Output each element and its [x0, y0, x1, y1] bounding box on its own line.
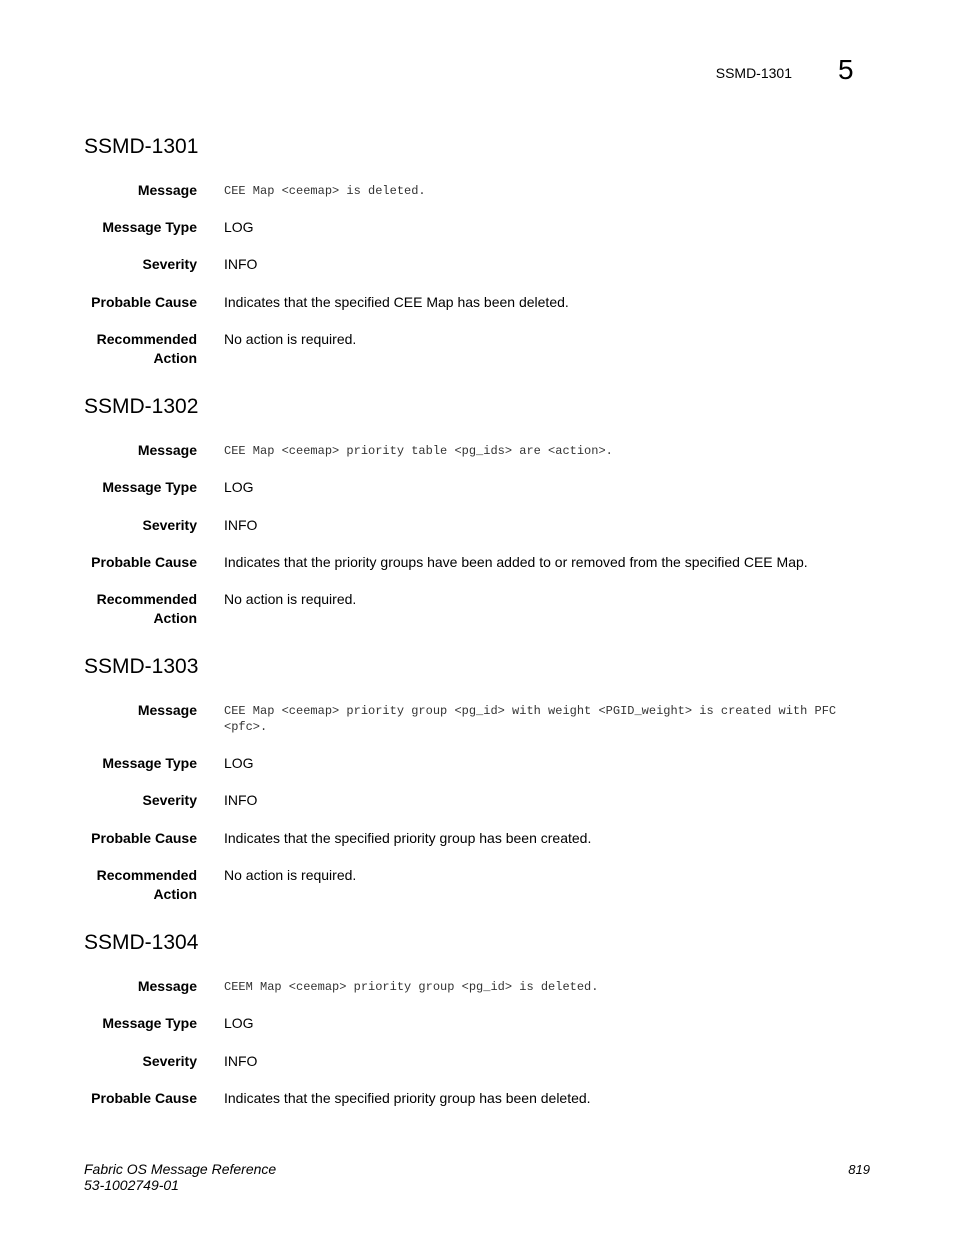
- probable-cause-value: Indicates that the specified priority group has been created.: [224, 830, 592, 846]
- recommended-action-value: No action is required.: [224, 331, 357, 347]
- message-type-value: LOG: [224, 219, 254, 235]
- recommended-action-label: Recommended Action: [96, 867, 197, 902]
- message-type-value: LOG: [224, 1015, 254, 1031]
- probable-cause-label: Probable Cause: [91, 294, 197, 310]
- message-type-value: LOG: [224, 479, 254, 495]
- message-label: Message: [137, 978, 197, 994]
- entry-title: SSMD-1302: [84, 395, 199, 418]
- recommended-action-value: No action is required.: [224, 591, 357, 607]
- message-type-label: Message Type: [102, 479, 197, 495]
- message-type-label: Message Type: [102, 1015, 197, 1031]
- entry-title: SSMD-1303: [84, 655, 199, 678]
- running-header-ref: SSMD-1301: [715, 65, 792, 81]
- recommended-action-value: No action is required.: [224, 867, 357, 883]
- entry-title: SSMD-1301: [84, 135, 199, 158]
- footer-doc-title: Fabric OS Message Reference: [84, 1161, 277, 1177]
- message-text: CEE Map <ceemap> priority group <pg_id> with weight <PGID_weight> is created with PFC <pfc>.: [224, 704, 837, 734]
- message-label: Message: [137, 182, 197, 198]
- message-text: CEE Map <ceemap> priority table <pg_ids> are <action>.: [224, 444, 613, 458]
- message-type-label: Message Type: [102, 219, 197, 235]
- message-label: Message: [137, 702, 197, 718]
- severity-label: Severity: [142, 256, 197, 272]
- probable-cause-value: Indicates that the specified priority group has been deleted.: [224, 1090, 591, 1106]
- page-number: 819: [848, 1162, 870, 1177]
- probable-cause-label: Probable Cause: [91, 1090, 197, 1106]
- probable-cause-label: Probable Cause: [91, 830, 197, 846]
- footer-doc-number: 53-1002749-01: [84, 1177, 179, 1193]
- message-label: Message: [137, 442, 197, 458]
- entry-title: SSMD-1304: [84, 931, 199, 954]
- severity-value: INFO: [224, 1053, 258, 1069]
- message-text: CEE Map <ceemap> is deleted.: [224, 184, 426, 198]
- severity-label: Severity: [142, 517, 197, 533]
- message-type-value: LOG: [224, 755, 254, 771]
- recommended-action-label: Recommended Action: [96, 331, 197, 366]
- probable-cause-label: Probable Cause: [91, 554, 197, 570]
- probable-cause-value: Indicates that the priority groups have been added to or removed from the specified CEE Map.: [224, 554, 808, 570]
- severity-value: INFO: [224, 792, 258, 808]
- severity-label: Severity: [142, 1053, 197, 1069]
- recommended-action-label: Recommended Action: [96, 591, 197, 626]
- severity-value: INFO: [224, 517, 258, 533]
- severity-value: INFO: [224, 256, 258, 272]
- message-type-label: Message Type: [102, 755, 197, 771]
- severity-label: Severity: [142, 792, 197, 808]
- message-text: CEEM Map <ceemap> priority group <pg_id> is deleted.: [224, 980, 599, 994]
- chapter-number: 5: [838, 54, 854, 85]
- probable-cause-value: Indicates that the specified CEE Map has been deleted.: [224, 294, 569, 310]
